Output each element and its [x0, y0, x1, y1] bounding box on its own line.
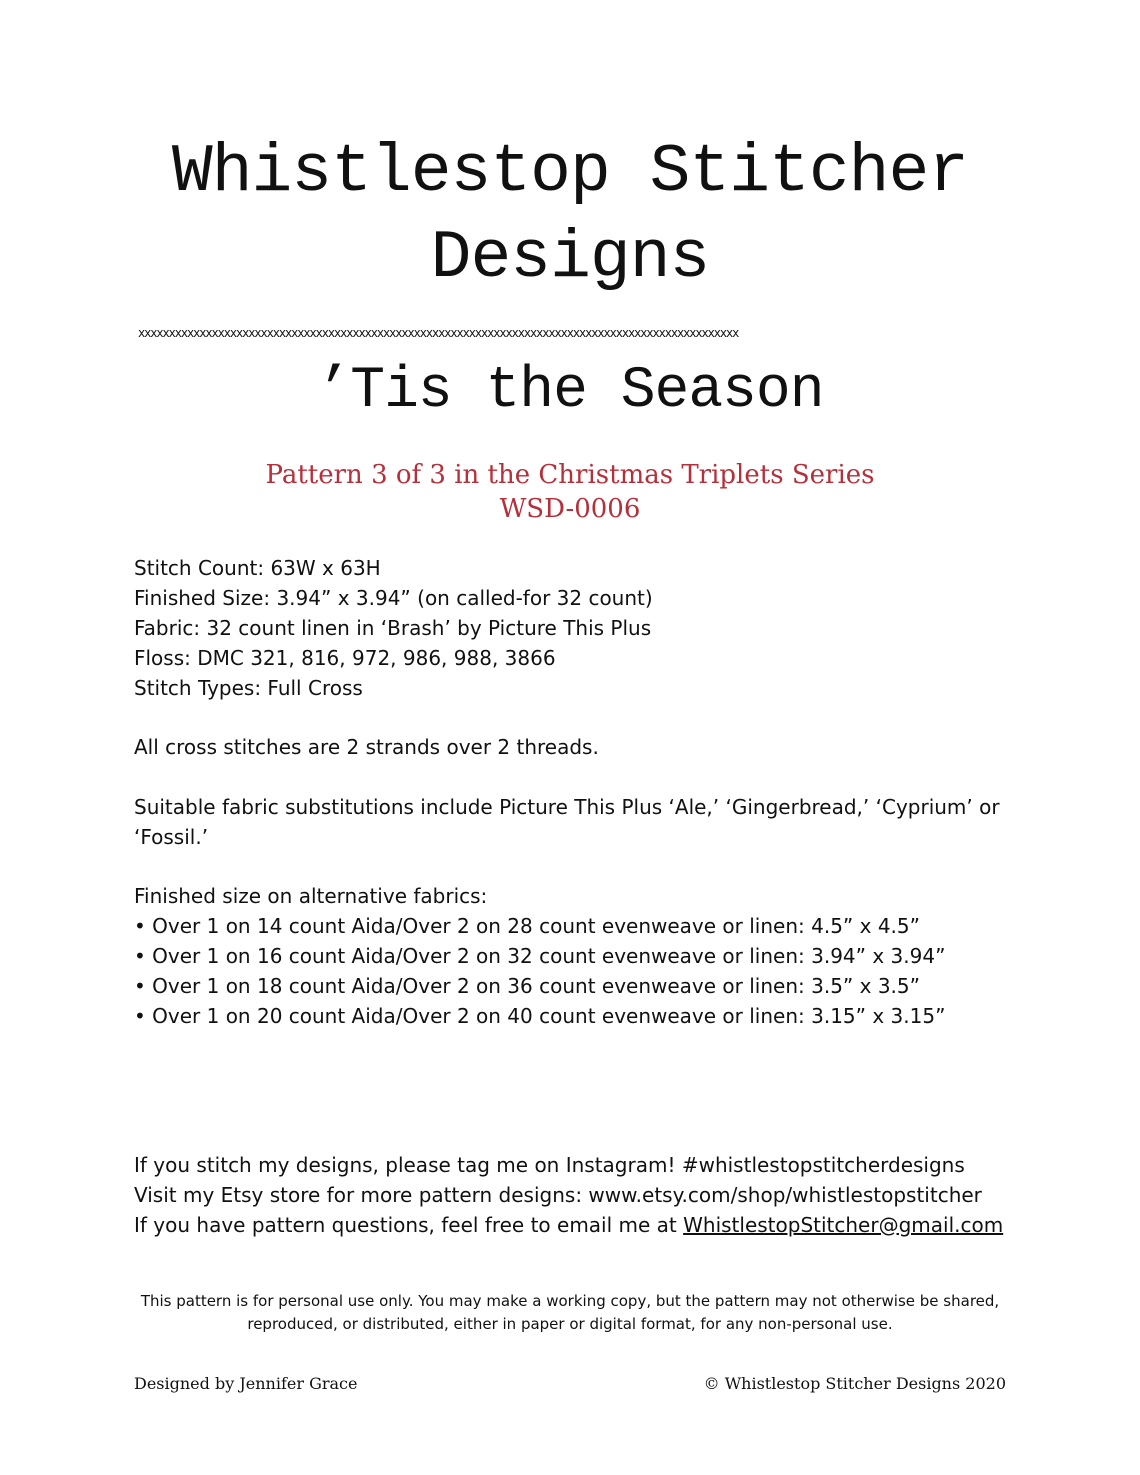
alternative-item: • Over 1 on 18 count Aida/Over 2 on 36 count evenweave or linen: 3.5” x 3.5”: [134, 974, 920, 998]
alternative-item: • Over 1 on 20 count Aida/Over 2 on 40 count evenweave or linen: 3.15” x 3.15”: [134, 1004, 946, 1028]
spec-list: [134, 553, 1014, 703]
usage-disclaimer: [120, 1290, 1020, 1336]
contact-info: [134, 1150, 1014, 1240]
strands-note: All cross stitches are 2 strands over 2 threads.: [134, 735, 599, 759]
spec-stitch-types: Stitch Types: Full Cross: [134, 676, 363, 700]
pattern-title: ’Tis the Season: [316, 359, 824, 424]
brand-title: [0, 130, 1140, 302]
alternative-item: • Over 1 on 16 count Aida/Over 2 on 32 count evenweave or linen: 3.94” x 3.94”: [134, 944, 946, 968]
alternative-fabrics: [134, 881, 1014, 1031]
brand-title-line-1: Whistlestop Stitcher: [171, 134, 969, 211]
alternatives-heading: Finished size on alternative fabrics:: [134, 884, 488, 908]
alternative-item: • Over 1 on 14 count Aida/Over 2 on 28 count evenweave or linen: 4.5” x 4.5”: [134, 914, 920, 938]
etsy-line: Visit my Etsy store for more pattern designs: www.etsy.com/shop/whistlestopstitcher: [134, 1183, 982, 1207]
email-line: [134, 1210, 1014, 1240]
designer-credit: Designed by Jennifer Grace: [134, 1374, 358, 1393]
disclaimer-line-2: reproduced, or distributed, either in paper or digital format, for any non-personal use.: [247, 1315, 893, 1333]
email-prefix: If you have pattern questions, feel free to email me at: [134, 1213, 684, 1237]
spec-finished-size: Finished Size: 3.94” x 3.94” (on called-for 32 count): [134, 586, 653, 610]
disclaimer-line-1: This pattern is for personal use only. You may make a working copy, but the pattern may not otherwise be shared,: [140, 1292, 1000, 1310]
email-link[interactable]: WhistlestopStitcher@gmail.com: [683, 1213, 1004, 1237]
series-label: Pattern 3 of 3 in the Christmas Triplets Series: [265, 460, 875, 490]
spec-floss: Floss: DMC 321, 816, 972, 986, 988, 3866: [134, 646, 556, 670]
pattern-subtitle: [0, 458, 1140, 526]
brand-title-line-2: Designs: [430, 220, 710, 297]
pattern-code: WSD-0006: [499, 494, 641, 524]
stitch-divider: xxxxxxxxxxxxxxxxxxxxxxxxxxxxxxxxxxxxxxxxxxxxxxxxxxxxxxxxxxxxxxxxxxxxxxxxxxxxxxxxxxxxxxxxxxxxxxxxxx: [138, 326, 739, 340]
spec-fabric: Fabric: 32 count linen in ‘Brash’ by Picture This Plus: [134, 616, 652, 640]
copyright-notice: © Whistlestop Stitcher Designs 2020: [703, 1374, 1006, 1393]
substitutions-note: Suitable fabric substitutions include Picture This Plus ‘Ale,’ ‘Gingerbread,’ ‘Cyprium’ or ‘Fossil.’: [134, 795, 1000, 849]
spec-stitch-count: Stitch Count: 63W x 63H: [134, 556, 381, 580]
instagram-line: If you stitch my designs, please tag me on Instagram! #whistlestopstitcherdesigns: [134, 1153, 965, 1177]
